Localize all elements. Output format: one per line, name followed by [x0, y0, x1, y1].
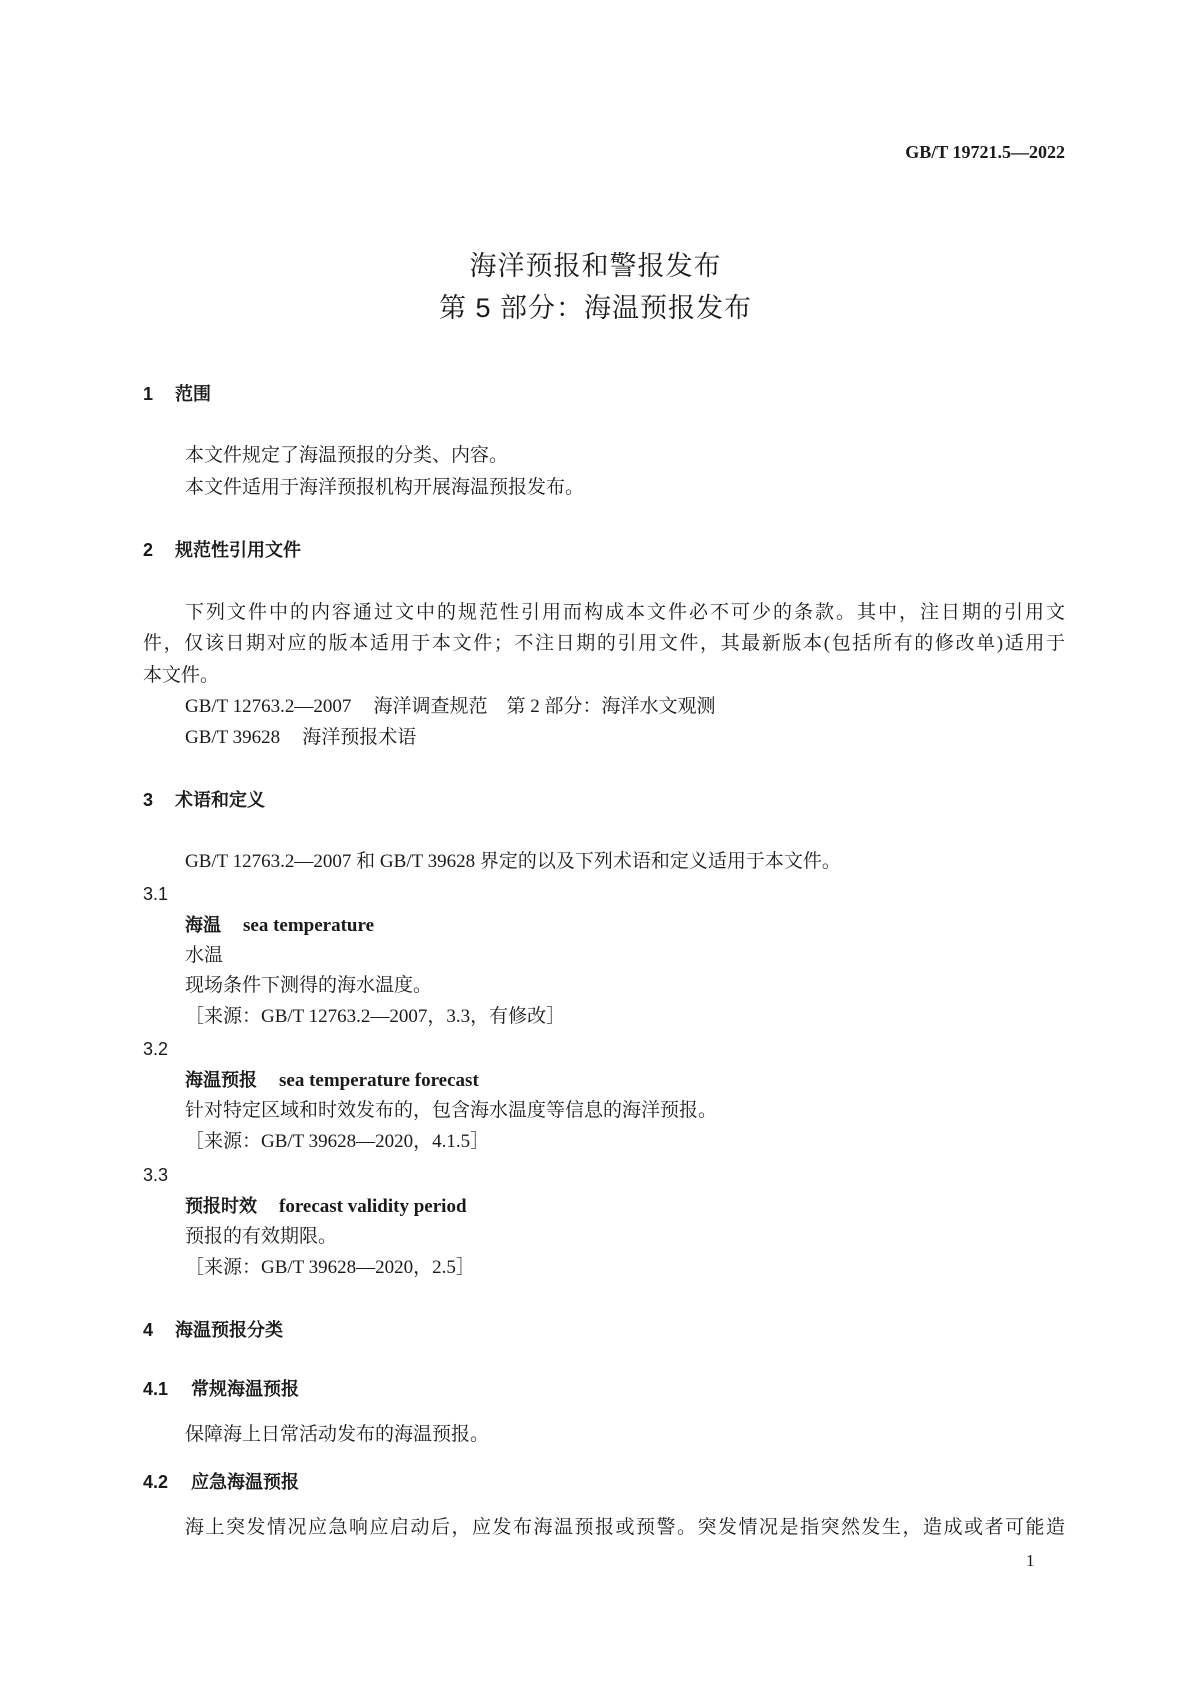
reference-title: 海洋调查规范 第 2 部分：海洋水文观测	[373, 696, 716, 717]
terms-intro: GB/T 12763.2—2007 和 GB/T 39628 界定的以及下列术语和定义适用于本文件。	[185, 851, 841, 872]
document-number: GB/T 19721.5—2022	[905, 142, 1065, 162]
section-2-heading	[143, 538, 301, 562]
normative-paragraph-line: 件，仅该日期对应的版本适用于本文件；不注日期的引用文件，其最新版本(包括所有的修改单)适用于	[143, 633, 1065, 654]
term-zh: 预报时效	[185, 1196, 257, 1216]
reference-item	[185, 695, 715, 719]
term-source: ［来源：GB/T 39628—2020，2.5］	[185, 1257, 475, 1278]
subsection-4-1-heading	[143, 1377, 299, 1401]
subsection-number: 4.2	[143, 1472, 169, 1492]
term-zh: 海温预报	[185, 1070, 257, 1090]
scope-paragraph-1: 本文件规定了海温预报的分类、内容。	[185, 445, 509, 466]
section-number: 2	[143, 540, 154, 560]
reference-item	[185, 726, 416, 750]
term-zh: 海温	[185, 915, 221, 935]
term-definition: 针对特定区域和时效发布的，包含海水温度等信息的海洋预报。	[185, 1100, 718, 1121]
section-3-heading	[143, 788, 265, 812]
title-line-1: 海洋预报和警报发布	[469, 251, 722, 281]
term-en: forecast validity period	[279, 1196, 467, 1217]
section-title: 海温预报分类	[175, 1320, 283, 1340]
term-heading	[185, 913, 374, 938]
subsection-number: 4.1	[143, 1379, 169, 1399]
term-heading	[185, 1194, 467, 1219]
section-4-heading	[143, 1318, 283, 1342]
reference-code: GB/T 12763.2—2007	[185, 696, 352, 717]
page-number: 1	[1026, 1551, 1035, 1570]
section-title: 范围	[175, 384, 211, 404]
term-source: ［来源：GB/T 12763.2—2007，3.3，有修改］	[185, 1006, 566, 1027]
term-number: 3.2	[143, 1039, 169, 1059]
subsection-4-1-text: 保障海上日常活动发布的海温预报。	[185, 1424, 490, 1445]
scope-paragraph-2: 本文件适用于海洋预报机构开展海温预报发布。	[185, 477, 585, 498]
term-en: sea temperature	[243, 915, 375, 936]
subsection-4-2-text: 海上突发情况应急响应启动后，应发布海温预报或预警。突发情况是指突然发生，造成或者可能造	[185, 1517, 1065, 1538]
section-number: 3	[143, 790, 154, 810]
reference-title: 海洋预报术语	[302, 727, 417, 748]
normative-paragraph-line: 下列文件中的内容通过文中的规范性引用而构成本文件必不可少的条款。其中，注日期的引用文	[185, 602, 1065, 623]
section-1-heading	[143, 382, 211, 406]
subsection-4-2-heading	[143, 1470, 299, 1494]
title-line-2: 第 5 部分：海温预报发布	[438, 293, 753, 323]
normative-paragraph-line: 本文件。	[143, 665, 220, 686]
term-synonym: 水温	[185, 945, 224, 966]
section-title: 规范性引用文件	[175, 540, 301, 560]
term-en: sea temperature forecast	[279, 1070, 479, 1091]
term-definition: 现场条件下测得的海水温度。	[185, 975, 433, 996]
reference-code: GB/T 39628	[185, 727, 281, 748]
section-number: 1	[143, 384, 154, 404]
section-title: 术语和定义	[175, 790, 265, 810]
term-number: 3.3	[143, 1165, 169, 1185]
term-source: ［来源：GB/T 39628—2020，4.1.5］	[185, 1131, 490, 1152]
term-definition: 预报的有效期限。	[185, 1226, 338, 1247]
subsection-title: 常规海温预报	[191, 1379, 299, 1399]
subsection-title: 应急海温预报	[191, 1472, 299, 1492]
section-number: 4	[143, 1320, 154, 1340]
term-heading	[185, 1068, 479, 1093]
term-number: 3.1	[143, 884, 169, 904]
